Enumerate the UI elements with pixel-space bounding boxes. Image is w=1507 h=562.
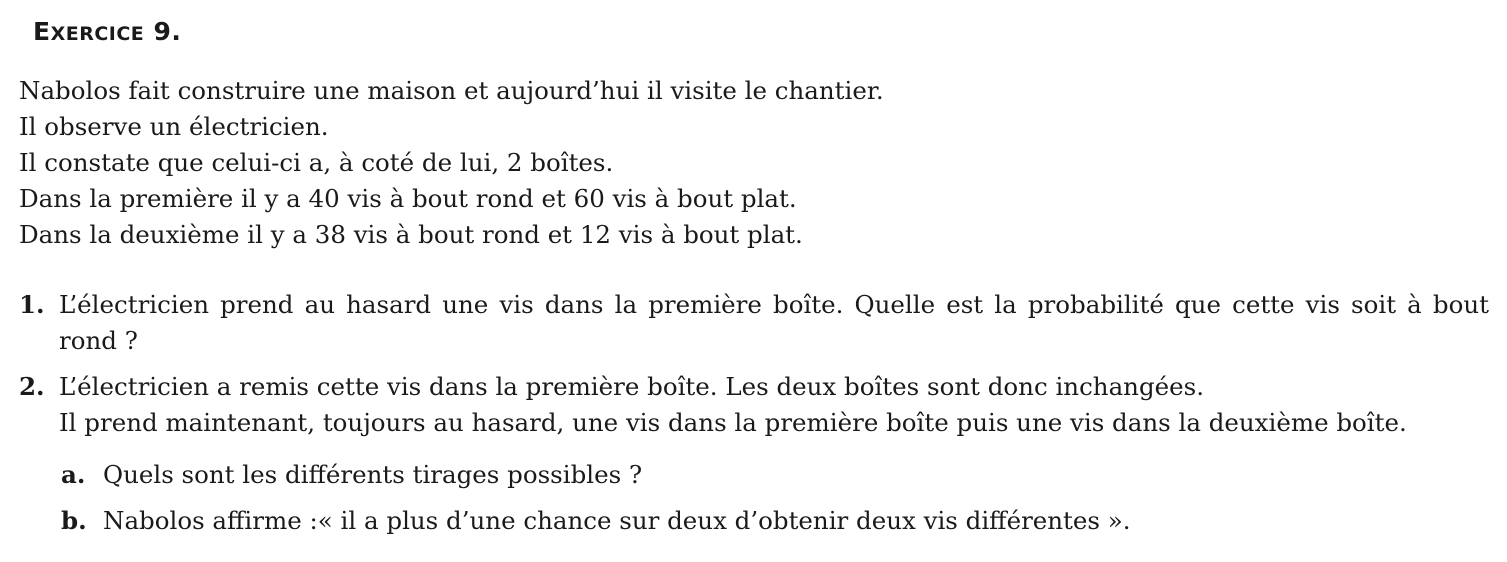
question-number: 1.	[19, 290, 45, 319]
question-text-line: L’électricien a remis cette vis dans la première boîte. Les deux boîtes sont donc inchangées.	[59, 372, 1205, 401]
exercise-title	[33, 17, 181, 46]
exercise-title-rest: XERCICE	[50, 23, 145, 45]
subquestion-label: a.	[61, 460, 86, 489]
exercise-intro	[19, 73, 884, 253]
question-text-line: Il prend maintenant, toujours au hasard, une vis dans la première boîte puis une vis dans la deuxième boîte.	[59, 408, 1407, 437]
intro-line: Nabolos fait construire une maison et aujourd’hui il visite le chantier.	[19, 76, 884, 105]
question-2	[19, 369, 1499, 441]
exercise-title-number: 9.	[144, 17, 182, 46]
intro-line: Il observe un électricien.	[19, 112, 329, 141]
subquestion-text: Nabolos affirme :« il a plus d’une chance sur deux d’obtenir deux vis différentes ».	[103, 506, 1131, 535]
subquestion-a	[61, 457, 643, 493]
intro-line: Il constate que celui-ci a, à coté de lui, 2 boîtes.	[19, 148, 614, 177]
subquestion-text: Quels sont les différents tirages possibles ?	[103, 460, 643, 489]
intro-line: Dans la deuxième il y a 38 vis à bout rond et 12 vis à bout plat.	[19, 220, 803, 249]
exercise-title-initial: E	[33, 17, 51, 46]
question-number: 2.	[19, 372, 45, 401]
intro-line: Dans la première il y a 40 vis à bout rond et 60 vis à bout plat.	[19, 184, 797, 213]
subquestion-label: b.	[61, 506, 87, 535]
question-1	[19, 287, 1489, 359]
subquestion-b	[61, 503, 1131, 539]
question-text: L’électricien prend au hasard une vis dans la première boîte. Quelle est la probabilité que cette vis soit à bout rond ?	[59, 290, 1489, 355]
